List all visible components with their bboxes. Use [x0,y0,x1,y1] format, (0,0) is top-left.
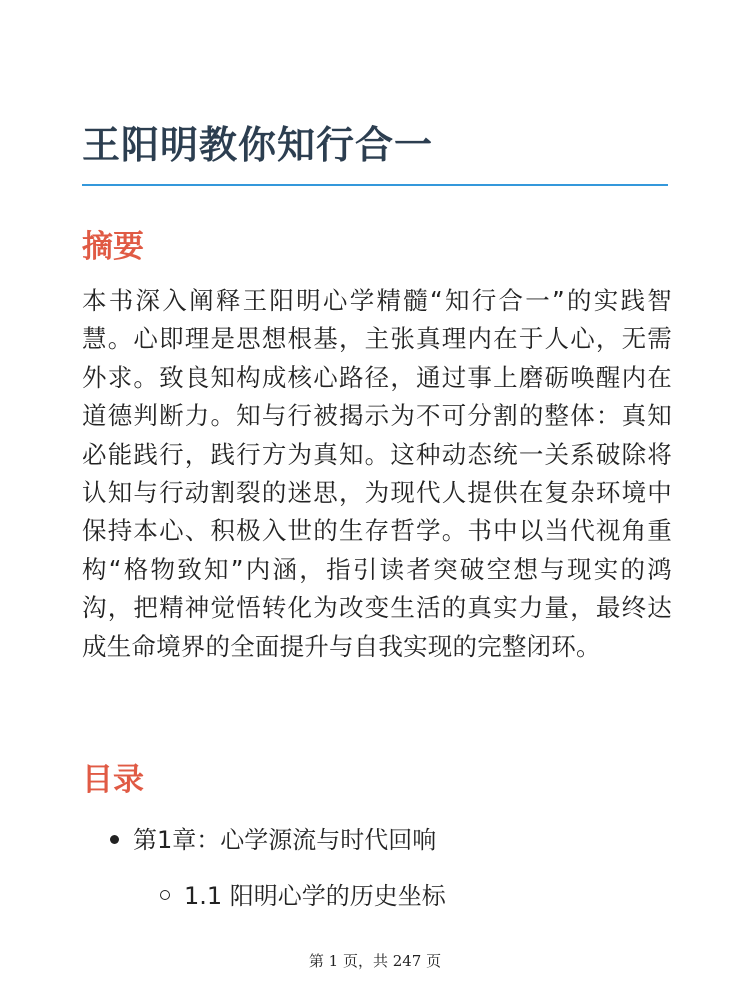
toc-item-label: 1.1 阳明心学的历史坐标 [184,882,446,910]
document-title: 王阳明教你知行合一 [82,123,434,167]
title-divider [82,184,668,186]
bullet-circle-icon [160,890,170,900]
toc-item-section-1-1[interactable] [160,876,446,911]
bullet-disc-icon [110,835,119,844]
abstract-text: 本书深入阐释王阳明心学精髓“知行合一”的实践智慧。心即理是思想根基，主张真理内在于人心，无需外求。致良知构成核心路径，通过事上磨砺唤醒内在道德判断力。知与行被揭示为不可分割的整体：真知必能践行，践行方为真知。这种动态统一关系破除将认知与行动割裂的迷思，为现代人提供在复杂环境中保持本心、积极入世的生存哲学。书中以当代视角重构“格物致知”内涵，指引读者突破空想与现实的鸿沟，把精神觉悟转化为改变生活的真实力量，最终达成生命境界的全面提升与自我实现的完整闭环。 [82,286,672,661]
toc-item-chapter-1[interactable] [110,820,436,855]
abstract-heading: 摘要 [82,229,144,265]
page-number-footer: 第 1 页，共 247 页 [308,952,442,970]
toc-item-label: 第1章：心学源流与时代回响 [133,826,437,854]
toc-heading: 目录 [82,762,144,798]
